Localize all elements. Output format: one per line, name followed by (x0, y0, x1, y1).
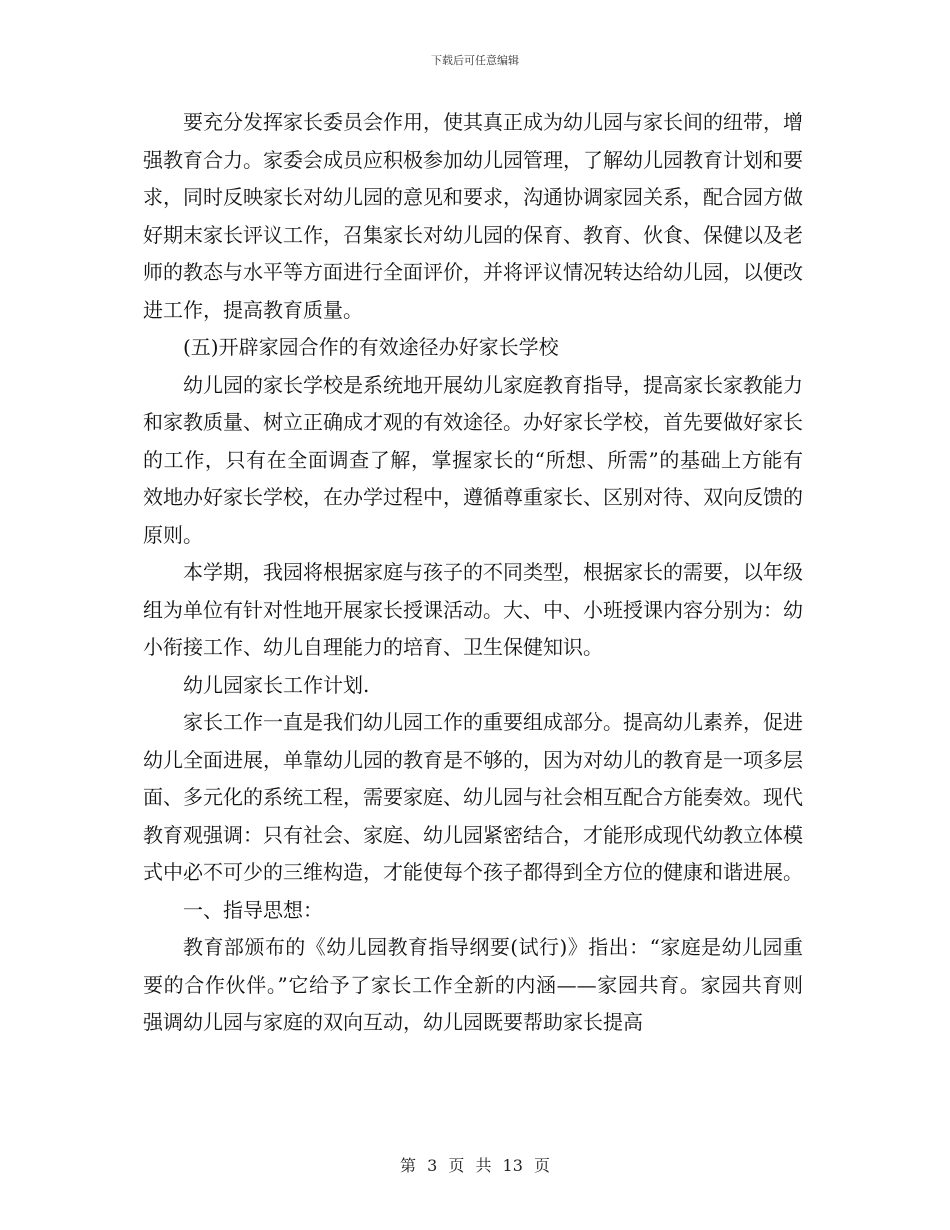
paragraph: 本学期，我园将根据家庭与孩子的不同类型，根据家长的需要，以年级组为单位有针对性地开展家长授课活动。大、中、小班授课内容分别为：幼小衔接工作、幼儿自理能力的培育、卫生保健知识。 (143, 560, 803, 659)
paragraph: 幼儿园的家长学校是系统地开展幼儿家庭教育指导，提高家长家教能力和家教质量、树立正确成才观的有效途径。办好家长学校，首先要做好家长的工作，只有在全面调查了解，掌握家长的“所想、所需”的基础上方能有效地办好家长学校，在办学过程中，遵循尊重家长、区别对待、双向反馈的原则。 (143, 372, 803, 547)
page-header: 下载后可任意编辑 (431, 54, 519, 67)
paragraph: 要充分发挥家长委员会作用，使其真正成为幼儿园与家长间的纽带，增强教育合力。家委会成员应积极参加幼儿园管理，了解幼儿园教育计划和要求，同时反映家长对幼儿园的意见和要求，沟通协调家园关系，配合园方做好期末家长评议工作，召集家长对幼儿园的保育、教育、伙食、保健以及老师的教态与水平等方面进行全面评价，并将评议情况转达给幼儿园，以便改进工作，提高教育质量。 (143, 110, 803, 322)
paragraph: 家长工作一直是我们幼儿园工作的重要组成部分。提高幼儿素养，促进幼儿全面进展，单靠幼儿园的教育是不够的，因为对幼儿的教育是一项多层面、多元化的系统工程，需要家庭、幼儿园与社会相互配合方能奏效。现代教育观强调：只有社会、家庭、幼儿园紧密结合，才能形成现代幼教立体模式中必不可少的三维构造，才能使每个孩子都得到全方位的健康和谐进展。 (143, 710, 803, 884)
body-text (143, 104, 803, 1042)
page-number: 第 3 页 共 13 页 (400, 1156, 550, 1175)
section-heading: 一、指导思想： (183, 897, 323, 922)
section-heading: 幼儿园家长工作计划. (183, 672, 370, 697)
paragraph: 教育部颁布的《幼儿园教育指导纲要(试行)》指出：“家庭是幼儿园重要的合作伙伴。”它给予了家长工作全新的内涵——家园共育。家园共育则强调幼儿园与家庭的双向互动，幼儿园既要帮助家长提高 (143, 935, 803, 1034)
section-heading: (五)开辟家园合作的有效途径办好家长学校 (183, 335, 559, 359)
